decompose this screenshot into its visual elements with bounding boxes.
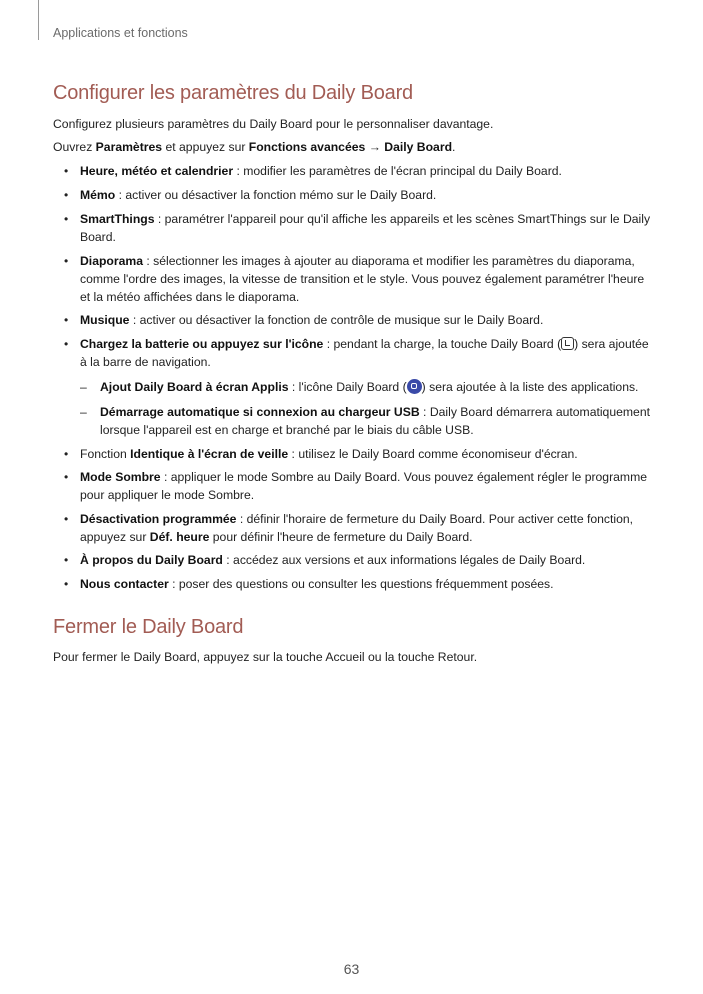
list-item: • À propos du Daily Board : accédez aux versions et aux informations légales de Daily Board. <box>64 553 586 567</box>
header-rule <box>38 0 39 40</box>
list-item: • SmartThings : paramétrer l'appareil pour qu'il affiche les appareils et les scènes SmartThings sur le Daily Board. <box>64 212 651 244</box>
list-item: • Mode Sombre : appliquer le mode Sombre au Daily Board. Vous pouvez également régler le programme pour appliquer le mode Sombre. <box>64 470 648 502</box>
daily-board-app-icon <box>407 379 422 394</box>
sub-list-item: – Démarrage automatique si connexion au chargeur USB : Daily Board démarrera automatiquement lorsque l'appareil est en charge et branché par le biais du câble USB. <box>80 405 650 437</box>
intro-paragraph: Configurez plusieurs paramètres du Daily Board pour le personnaliser davantage. <box>53 117 494 131</box>
close-paragraph: Pour fermer le Daily Board, appuyez sur la touche Accueil ou la touche Retour. <box>53 650 478 664</box>
daily-board-frame-icon <box>561 337 574 350</box>
list-item: • Musique : activer ou désactiver la fonction de contrôle de musique sur le Daily Board. <box>64 313 544 327</box>
list-item: • Mémo : activer ou désactiver la fonction mémo sur le Daily Board. <box>64 188 437 202</box>
list-item: • Heure, météo et calendrier : modifier les paramètres de l'écran principal du Daily Board. <box>64 164 562 178</box>
section-header: Applications et fonctions <box>53 26 188 40</box>
sub-list-item: – Ajout Daily Board à écran Applis : l'icône Daily Board ( ) sera ajoutée à la liste des applications. <box>80 380 639 394</box>
list-item: • Nous contacter : poser des questions ou consulter les questions fréquemment posées. <box>64 577 554 591</box>
section-title-close: Fermer le Daily Board <box>53 616 244 638</box>
page-title: Configurer les paramètres du Daily Board <box>53 82 413 104</box>
open-instruction: Ouvrez Paramètres et appuyez sur Fonctions avancées → Daily Board. <box>53 140 456 154</box>
list-item: • Chargez la batterie ou appuyez sur l'icône : pendant la charge, la touche Daily Board ( ) sera ajoutée à la barre de navigation. <box>64 337 649 369</box>
list-item: • Désactivation programmée : définir l'horaire de fermeture du Daily Board. Pour activer cette fonction, appuyez sur Déf. heure pour définir l'heure de fermeture du Daily Board. <box>64 512 634 544</box>
page-number: 63 <box>343 961 360 977</box>
list-item: • Fonction Identique à l'écran de veille : utilisez le Daily Board comme économiseur d'écran. <box>64 447 578 461</box>
list-item: • Diaporama : sélectionner les images à ajouter au diaporama et modifier les paramètres du diaporama, comme l'ordre des images, la vitesse de transition et le style. Vous pouvez également paramétrer l'heure et la météo affichées dans le diaporama. <box>64 254 645 304</box>
